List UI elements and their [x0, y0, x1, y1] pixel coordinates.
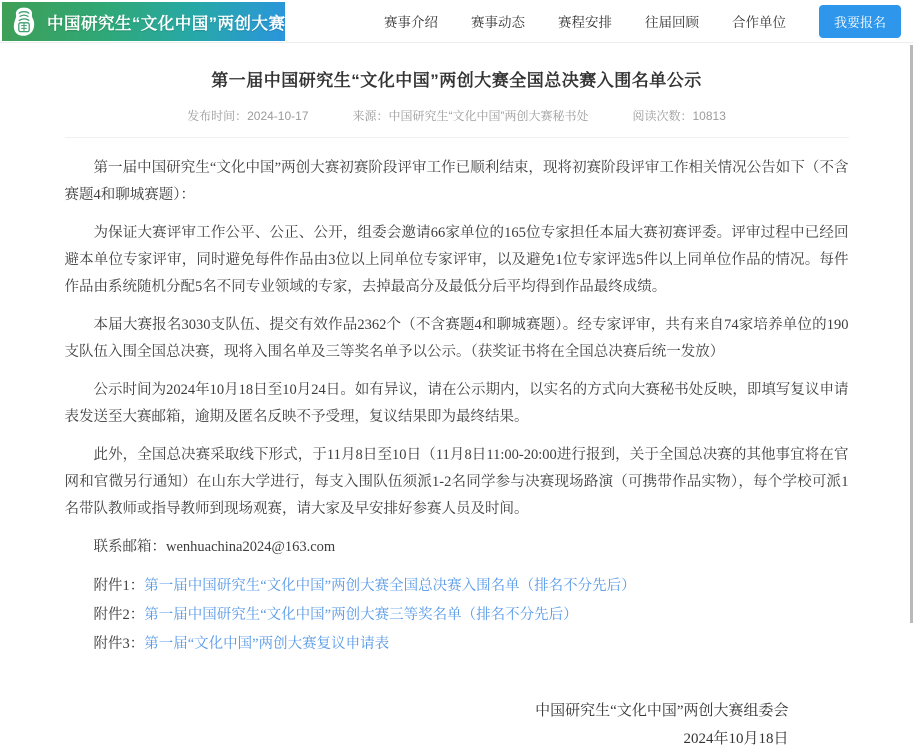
seal-stamp-icon: [8, 6, 40, 38]
nav-item-event-intro[interactable]: 赛事介绍: [383, 15, 438, 30]
source: 来源：中国研究生“文化中国”两创大赛秘书处: [352, 109, 589, 123]
read-count: 阅读次数：10813: [632, 109, 726, 123]
publish-time: 发布时间：2024-10-17: [187, 109, 309, 123]
attachment-label: 附件1：: [93, 578, 145, 594]
signature-date: 2024年10月18日: [683, 731, 789, 747]
paragraph: 此外，全国总决赛采取线下形式，于11月8日至10日（11月8日11:00-20:00进行报到，关于全国总决赛的其他事宜将在官网和官微另行通知）在山东大学进行，每支入围队伍须派1-2名同学参与决赛现场路演（可携带作品实物），每个学校可派1名带队教师或指导教师到现场观赛，请大家及早安排好参赛人员及时间。: [64, 447, 849, 517]
attachment-link-finalist-list[interactable]: 第一届中国研究生“文化中国”两创大赛全国总决赛入围名单（排名不分先后）: [144, 578, 636, 594]
nav-item-partners[interactable]: 合作单位: [731, 15, 786, 30]
paragraph: 第一届中国研究生“文化中国”两创大赛初赛阶段评审工作已顺利结束，现将初赛阶段评审工作相关情况公告如下（不含赛题4和聊城赛题）：: [64, 160, 849, 203]
signature-org: 中国研究生“文化中国”两创大赛组委会: [535, 703, 789, 719]
attachment-link-appeal-form[interactable]: 第一届“文化中国”两创大赛复议申请表: [144, 636, 390, 652]
paragraph: 为保证大赛评审工作公平、公正、公开，组委会邀请66家单位的165位专家担任本届大赛初赛评委。评审过程中已经回避本单位专家评审，同时避免每件作品由3位以上同单位专家评审，以及避免1位专家评选5件以上同单位作品的情况。每件作品由系统随机分配5名不同专业领域的专家，去掉最高分及最低分后平均得到作品最终成绩。: [64, 225, 849, 295]
attachment-row: [65, 601, 849, 630]
article-meta: [65, 107, 849, 124]
article: [65, 66, 849, 753]
attachment-label: 附件2：: [93, 607, 145, 623]
header: [0, 0, 913, 43]
nav-item-schedule[interactable]: 赛程安排: [557, 15, 612, 30]
signup-button[interactable]: 我要报名: [819, 5, 901, 38]
attachment-row: [65, 630, 849, 659]
attachments: [65, 572, 849, 659]
paragraph: 公示时间为2024年10月18日至10月24日。如有异议，请在公示期内，以实名的方式向大赛秘书处反映，即填写复议申请表发送至大赛邮箱，逾期及匿名反映不予受理，复议结果即为最终结果。: [64, 382, 849, 425]
nav-item-past-editions[interactable]: 往届回顾: [644, 15, 699, 30]
attachment-link-third-prize-list[interactable]: 第一届中国研究生“文化中国”两创大赛三等奖名单（排名不分先后）: [144, 607, 578, 623]
main-nav: [384, 5, 913, 38]
page-title: 第一届中国研究生“文化中国”两创大赛全国总决赛入围名单公示: [211, 71, 702, 90]
meta-divider: [65, 137, 849, 138]
nav-item-event-news[interactable]: 赛事动态: [470, 15, 525, 30]
attachment-label: 附件3：: [93, 636, 145, 652]
signature: [65, 697, 849, 753]
brand-title: 中国研究生“文化中国”两创大赛: [47, 14, 286, 33]
paragraph: 本届大赛报名3030支队伍、提交有效作品2362个（不含赛题4和聊城赛题）。经专家评审，共有来自74家培养单位的190支队伍入围全国总决赛，现将入围名单及三等奖名单予以公示。（获奖证书将在全国总决赛后统一发放）: [64, 317, 849, 360]
logo-banner[interactable]: [2, 2, 285, 41]
article-body: [65, 155, 849, 561]
contact-email: 联系邮箱：wenhuachina2024@163.com: [93, 539, 336, 555]
attachment-row: [65, 572, 849, 601]
